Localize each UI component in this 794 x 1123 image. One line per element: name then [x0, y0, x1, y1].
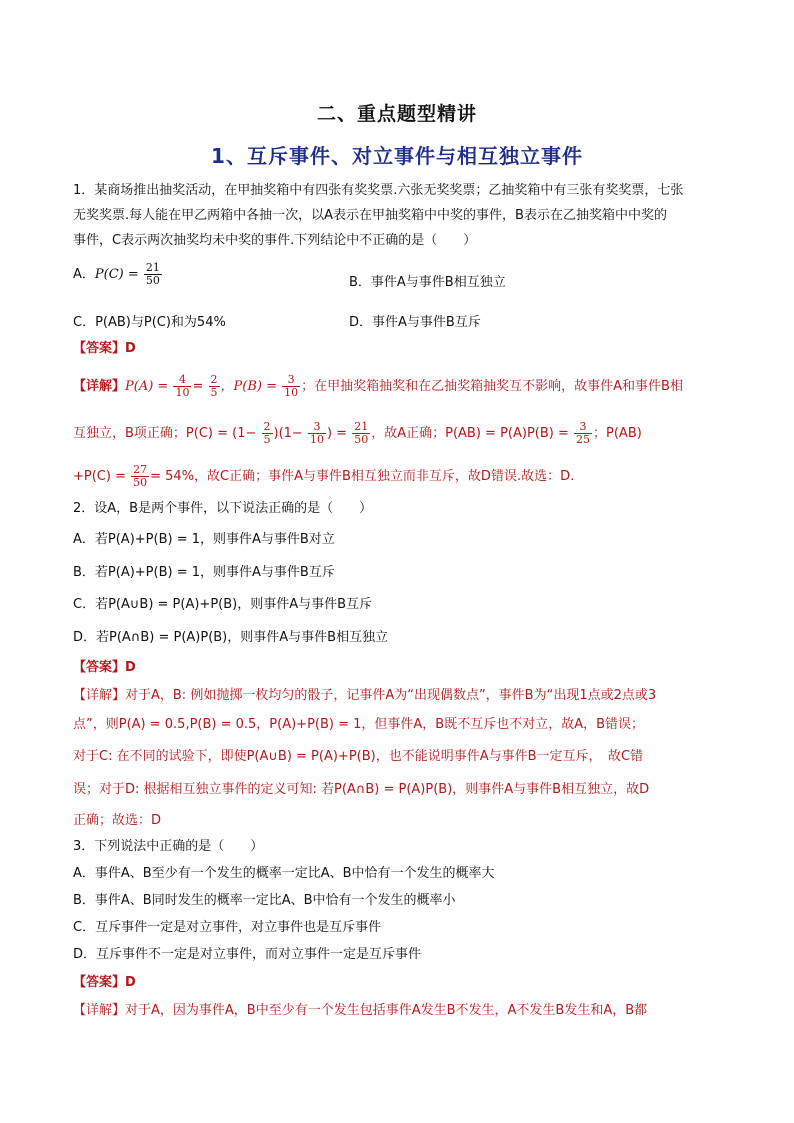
q1-stem-line-1: 1．某商场推出抽奖活动，在甲抽奖箱中有四张有奖奖票.六张无奖奖票；乙抽奖箱中有三张有奖奖票，七张 [73, 183, 684, 198]
math: = [192, 379, 204, 394]
q1-option-d: D．事件A与事件B互斥 [349, 315, 481, 330]
denominator: 10 [175, 386, 190, 399]
q2-option-a: A．若P(A)+P(B) = 1，则事件A与事件B对立 [73, 532, 335, 547]
q1-explanation-line-2 [73, 421, 720, 446]
text: 互独立，B项正确；P(C) = (1− [73, 426, 257, 441]
denominator: 5 [263, 433, 271, 446]
text: ；在甲抽奖箱抽奖和在乙抽奖箱抽奖互不影响，故事件A和事件B相 [301, 379, 683, 394]
numerator: 2 [210, 373, 218, 386]
fraction [352, 421, 370, 446]
q3-option-d: D．互斥事件不一定是对立事件，而对立事件一定是互斥事件 [73, 947, 422, 962]
q1-option-a-math: P(C) = [94, 267, 139, 282]
q3-answer: 【答案】D [73, 975, 136, 990]
math: P(A) = [125, 379, 169, 394]
q1-option-a [73, 262, 163, 287]
q1-option-c: C．P(AB)与P(C)和为54% [73, 315, 226, 330]
q2-option-d: D．若P(A∩B) = P(A)P(B)，则事件A与事件B相互独立 [73, 630, 389, 645]
numerator: 21 [354, 420, 369, 433]
numerator: 2 [263, 420, 271, 433]
q2-explanation-line-3: 对于C: 在不同的试验下，即使P(A∪B) = P(A)+P(B)，也不能说明事件A与事件B一定互斥， 故C错 [73, 749, 644, 764]
q1-stem-line-3: 事件，C表示两次抽奖均未中奖的事件.下列结论中不正确的是（ ） [73, 233, 477, 248]
q2-explanation-line-4: 误；对于D: 根据相互独立事件的定义可知: 若P(A∩B) = P(A)P(B)，则事件A与事件B相互独立，故D [73, 782, 650, 797]
fraction [262, 421, 273, 446]
denominator: 50 [145, 274, 160, 287]
fraction [131, 464, 149, 489]
numerator: 27 [133, 463, 148, 476]
q1-stem-line-2: 无奖奖票.每人能在甲乙两箱中各抽一次，以A表示在甲抽奖箱中中奖的事件，B表示在乙抽奖箱中中奖的 [73, 208, 667, 223]
math: ；P(AB) [593, 426, 642, 441]
math: +P(C) = [73, 469, 126, 484]
q3-explanation-line-1: 【详解】对于A，因为事件A，B中至少有一个发生包括事件A发生B不发生，A不发生B发生和A，B都 [73, 1003, 648, 1018]
q1-option-a-fraction [144, 262, 162, 287]
denominator: 50 [354, 433, 369, 446]
fraction [173, 374, 191, 399]
math: ) = [326, 426, 348, 441]
numerator: 3 [574, 421, 592, 434]
q2-explanation-line-1: 【详解】对于A，B: 例如抛掷一枚均匀的骰子，记事件A为“出现偶数点”，事件B为“出现1点或2点或3 [73, 688, 657, 703]
q2-stem: 2．设A，B是两个事件，以下说法正确的是（ ） [73, 501, 373, 516]
q1-option-a-prefix: A． [73, 267, 95, 282]
denominator: 10 [309, 433, 324, 446]
fraction [282, 374, 300, 399]
denominator: 5 [210, 386, 218, 399]
math: )(1− [273, 426, 303, 441]
q3-stem: 3．下列说法中正确的是（ ） [73, 839, 264, 854]
q1-option-b: B．事件A与事件B相互独立 [349, 275, 506, 290]
q1-explanation-line-1 [73, 374, 720, 399]
q2-option-c: C．若P(A∪B) = P(A)+P(B)，则事件A与事件B互斥 [73, 597, 373, 612]
denominator: 50 [133, 476, 148, 489]
numerator: 3 [308, 421, 326, 434]
q2-explanation-line-5: 正确；故选：D [73, 813, 162, 828]
denominator: 25 [576, 433, 591, 446]
math: ，P(B) = [220, 379, 277, 394]
topic-heading: 1、互斥事件、对立事件与相互独立事件 [211, 144, 583, 168]
q1-explanation-line-3 [73, 464, 720, 489]
q2-answer: 【答案】D [73, 660, 136, 675]
numerator: 21 [145, 261, 160, 274]
q3-option-b: B．事件A、B同时发生的概率一定比A、B中恰有一个发生的概率小 [73, 893, 456, 908]
q2-explanation-line-2: 点”，则P(A) = 0.5,P(B) = 0.5，P(A)+P(B) = 1，但事件A，B既不互斥也不对立，故A，B错误； [73, 717, 645, 732]
q3-option-c: C．互斥事件一定是对立事件，对立事件也是互斥事件 [73, 920, 382, 935]
denominator: 10 [284, 386, 299, 399]
q2-option-b: B．若P(A)+P(B) = 1，则事件A与事件B互斥 [73, 565, 335, 580]
q3-option-a: A．事件A、B至少有一个发生的概率一定比A、B中恰有一个发生的概率大 [73, 866, 495, 881]
numerator: 4 [173, 374, 191, 387]
fraction [209, 374, 220, 399]
fraction [308, 421, 326, 446]
section-heading: 二、重点题型精讲 [316, 103, 477, 125]
explanation-label: 【详解】 [73, 379, 126, 394]
text: = 54%，故C正确；事件A与事件B相互独立而非互斥，故D错误.故选：D. [150, 469, 575, 484]
fraction [574, 421, 592, 446]
q1-answer: 【答案】D [73, 341, 136, 356]
numerator: 3 [282, 374, 300, 387]
text: ，故A正确；P(AB) = P(A)P(B) = [371, 426, 569, 441]
